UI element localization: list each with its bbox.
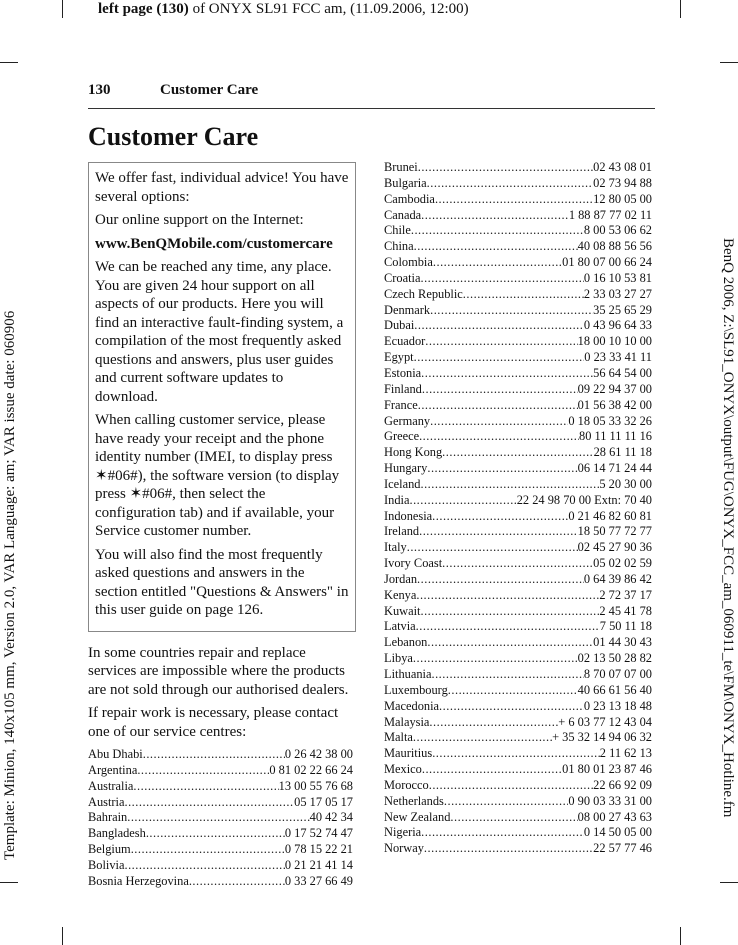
country-name: Mexico: [384, 762, 422, 777]
page-number: 130: [88, 82, 111, 98]
leader-dots: [427, 461, 577, 477]
service-centre-row: [88, 874, 353, 890]
phone-number: 40 42 34: [309, 810, 353, 825]
phone-number: 0 43 96 64 33: [583, 318, 652, 333]
service-centre-row: [384, 477, 652, 493]
country-name: France: [384, 397, 418, 412]
leader-dots: [463, 287, 584, 303]
phone-number: 1 88 87 77 02 11: [568, 207, 652, 222]
service-centre-row: [384, 635, 652, 651]
country-name: Australia: [88, 778, 134, 793]
service-centre-row: [384, 493, 652, 509]
service-centre-row: [384, 588, 652, 604]
info-box: [88, 162, 356, 632]
country-name: Luxembourg: [384, 682, 448, 697]
country-name: Bolivia: [88, 857, 125, 872]
country-name: Belgium: [88, 842, 131, 857]
country-name: Norway: [384, 841, 424, 856]
leader-dots: [133, 779, 278, 795]
body-text: [88, 644, 356, 742]
country-name: Mauritius: [384, 746, 433, 761]
phone-number: 02 73 94 88: [593, 175, 652, 190]
leader-dots: [427, 635, 593, 651]
service-centre-row: [384, 208, 652, 224]
service-centre-row: [384, 366, 652, 382]
leader-dots: [425, 334, 577, 350]
leader-dots: [442, 556, 593, 572]
leader-dots: [421, 366, 593, 382]
phone-number: 2 33 03 27 27: [583, 286, 652, 301]
leader-dots: [433, 255, 562, 271]
service-centre-row: [384, 509, 652, 525]
leader-dots: [421, 208, 569, 224]
phone-number: 02 43 08 01: [593, 160, 652, 174]
country-name: Italy: [384, 540, 407, 555]
leader-dots: [429, 778, 593, 794]
leader-dots: [416, 588, 599, 604]
leader-dots: [430, 414, 568, 430]
service-centre-row: [384, 778, 652, 794]
phone-number: 22 57 77 46: [593, 841, 652, 856]
service-centre-row: [384, 651, 652, 667]
phone-number: 08 00 27 43 63: [577, 809, 652, 824]
service-centre-row: [384, 429, 652, 445]
body-paragraph: If repair work is necessary, please contact one of our service centres:: [88, 705, 339, 740]
phone-number: 0 26 42 38 00: [284, 747, 353, 761]
running-header: Customer Care: [160, 82, 259, 98]
country-name: Abu Dhabi: [88, 747, 143, 761]
phone-number: + 35 32 14 94 06 32: [552, 730, 652, 745]
phone-number: 18 50 77 72 77: [577, 524, 652, 539]
country-name: Ecuador: [384, 334, 426, 349]
service-centre-row: [384, 572, 652, 588]
service-centres-list-right: [384, 160, 652, 857]
leader-dots: [414, 239, 578, 255]
leader-dots: [418, 398, 578, 414]
service-centre-row: [384, 350, 652, 366]
country-name: Denmark: [384, 302, 431, 317]
phone-number: 18 00 10 10 00: [577, 334, 652, 349]
country-name: Greece: [384, 429, 420, 444]
country-name: Cambodia: [384, 191, 435, 206]
print-info-bold: left page (130): [98, 1, 189, 17]
phone-number: 7 50 11 18: [599, 619, 652, 634]
phone-number: 0 64 39 86 42: [583, 571, 652, 586]
country-name: Nigeria: [384, 825, 422, 840]
service-centre-row: [384, 841, 652, 857]
left-column: [88, 162, 356, 890]
crop-mark: [62, 927, 63, 945]
phone-number: 0 18 05 33 32 26: [568, 413, 652, 428]
phone-number: 01 80 01 23 87 46: [562, 762, 652, 777]
service-centre-row: [88, 810, 353, 826]
leader-dots: [124, 858, 284, 874]
phone-number: 0 33 27 66 49: [284, 873, 353, 888]
support-url: www.BenQMobile.com/customercare: [95, 235, 333, 252]
country-name: Egypt: [384, 350, 414, 365]
country-name: China: [384, 239, 414, 254]
country-name: Ivory Coast: [384, 556, 443, 571]
service-centre-row: [384, 715, 652, 731]
phone-number: 0 81 02 22 66 24: [269, 762, 353, 777]
leader-dots: [418, 160, 593, 176]
country-name: Brunei: [384, 160, 418, 174]
service-centre-row: [88, 858, 353, 874]
country-name: Malaysia: [384, 714, 430, 729]
box-paragraph: Our online support on the Internet:: [95, 212, 304, 228]
phone-number: 0 14 50 05 00: [583, 825, 652, 840]
service-centre-row: [384, 461, 652, 477]
leader-dots: [421, 825, 584, 841]
phone-number: 0 16 10 53 81: [583, 270, 652, 285]
country-name: Czech Republic: [384, 286, 463, 301]
country-name: Chile: [384, 223, 411, 238]
phone-number: 0 23 33 41 11: [584, 350, 652, 365]
country-name: Iceland: [384, 476, 421, 491]
phone-number: 40 66 61 56 40: [577, 682, 652, 697]
service-centre-row: [384, 271, 652, 287]
country-name: Morocco: [384, 777, 429, 792]
phone-number: 0 17 52 74 47: [284, 826, 353, 841]
service-centre-row: [384, 382, 652, 398]
country-name: Kenya: [384, 587, 417, 602]
country-name: Malta: [384, 730, 413, 745]
service-centre-row: [384, 318, 652, 334]
phone-number: 35 25 65 29: [593, 302, 652, 317]
country-name: Jordan: [384, 571, 418, 586]
country-name: Germany: [384, 413, 431, 428]
leader-dots: [420, 477, 599, 493]
file-path-text: BenQ 2006, Z:\SL91_ONYX\output\FUG\ONYX_FCC_am_060911_te\FM\ONYX_Hotline.fm: [720, 238, 736, 818]
phone-number: 06 14 71 24 44: [577, 461, 652, 476]
leader-dots: [413, 651, 578, 667]
leader-dots: [432, 746, 600, 762]
country-name: Bosnia Herzegovina: [88, 873, 189, 888]
leader-dots: [424, 841, 593, 857]
service-centre-row: [88, 763, 353, 779]
leader-dots: [429, 715, 558, 731]
service-centre-row: [384, 604, 652, 620]
service-centre-row: [384, 556, 652, 572]
leader-dots: [422, 762, 562, 778]
country-name: Lebanon: [384, 635, 428, 650]
service-centre-row: [384, 176, 652, 192]
service-centres-list-left: [88, 747, 353, 890]
phone-number: 0 21 46 82 60 81: [568, 508, 652, 523]
phone-number: 02 13 50 28 82: [577, 651, 652, 666]
phone-number: 0 78 15 22 21: [284, 842, 353, 857]
country-name: Netherlands: [384, 793, 444, 808]
leader-dots: [189, 874, 285, 890]
phone-number: 28 61 11 18: [593, 445, 652, 460]
phone-number: + 6 03 77 12 43 04: [558, 714, 652, 729]
leader-dots: [435, 192, 593, 208]
phone-number: 80 11 11 11 16: [579, 429, 652, 444]
crop-mark: [680, 927, 681, 945]
leader-dots: [439, 699, 584, 715]
country-name: Dubai: [384, 318, 415, 333]
leader-dots: [431, 667, 583, 683]
country-name: Bulgaria: [384, 175, 427, 190]
country-name: Indonesia: [384, 508, 433, 523]
country-name: Canada: [384, 207, 422, 222]
crop-mark: [720, 882, 738, 883]
leader-dots: [414, 350, 585, 366]
service-centre-row: [384, 619, 652, 635]
phone-number: 05 02 02 59: [593, 556, 652, 571]
leader-dots: [432, 509, 568, 525]
service-centre-row: [384, 287, 652, 303]
header-rule: [88, 108, 655, 109]
phone-number: 01 44 30 43: [593, 635, 652, 650]
phone-number: 22 24 98 70 00 Extn: 70 40: [516, 492, 652, 507]
service-centre-row: [88, 747, 353, 763]
service-centre-row: [88, 779, 353, 795]
phone-number: 56 64 54 00: [593, 365, 652, 380]
leader-dots: [411, 223, 584, 239]
leader-dots: [131, 842, 285, 858]
phone-number: 8 70 07 07 00: [583, 667, 652, 681]
phone-number: 22 66 92 09: [593, 777, 652, 792]
service-centre-row: [384, 699, 652, 715]
phone-number: 2 45 41 78: [599, 603, 652, 618]
country-name: Finland: [384, 381, 422, 396]
country-name: Croatia: [384, 270, 421, 285]
phone-number: 01 56 38 42 00: [577, 397, 652, 412]
country-name: Bahrain: [88, 810, 128, 825]
crop-mark: [62, 0, 63, 18]
leader-dots: [430, 303, 593, 319]
country-name: Lithuania: [384, 667, 432, 681]
country-name: Macedonia: [384, 698, 440, 713]
country-name: Kuwait: [384, 603, 421, 618]
phone-number: 2 11 62 13: [599, 746, 652, 761]
print-info: [98, 1, 469, 18]
leader-dots: [143, 747, 285, 763]
phone-number: 01 80 07 00 66 24: [562, 255, 652, 270]
phone-number: 05 17 05 17: [294, 794, 353, 809]
service-centre-row: [88, 795, 353, 811]
country-name: Hungary: [384, 461, 428, 476]
leader-dots: [442, 445, 593, 461]
service-centre-row: [384, 160, 652, 176]
phone-number: 09 22 94 37 00: [577, 381, 652, 396]
service-centre-row: [88, 842, 353, 858]
phone-number: 0 23 13 18 48: [583, 698, 652, 713]
country-name: Austria: [88, 794, 125, 809]
leader-dots: [137, 763, 269, 779]
country-name: Ireland: [384, 524, 420, 539]
leader-dots: [416, 619, 600, 635]
country-name: Hong Kong: [384, 445, 443, 460]
print-info-rest: of ONYX SL91 FCC am, (11.09.2006, 12:00): [188, 1, 469, 17]
leader-dots: [414, 318, 584, 334]
country-name: India: [384, 492, 410, 507]
box-paragraph: When calling customer service, please have ready your receipt and the phone identity number (IMEI, to display press ✶#06#), the software version (to display press ✶#06#, then select the configuration tab) and if available, your Service customer number.: [95, 412, 340, 539]
phone-number: 0 90 03 33 31 00: [568, 793, 652, 808]
service-centre-row: [384, 524, 652, 540]
country-name: Bangladesh: [88, 826, 146, 841]
phone-number: 40 08 88 56 56: [577, 239, 652, 254]
template-info: [2, 60, 22, 920]
leader-dots: [450, 810, 577, 826]
phone-number: 02 45 27 90 36: [577, 540, 652, 555]
service-centre-row: [384, 667, 652, 683]
body-paragraph: In some countries repair and replace services are impossible where the products are not sold through our authorised dealers.: [88, 644, 349, 698]
service-centre-row: [88, 826, 353, 842]
leader-dots: [422, 382, 578, 398]
service-centre-row: [384, 255, 652, 271]
leader-dots: [427, 176, 593, 192]
phone-number: 13 00 55 76 68: [278, 778, 353, 793]
page-title: Customer Care: [88, 122, 259, 151]
service-centre-row: [384, 445, 652, 461]
leader-dots: [127, 810, 309, 826]
service-centre-row: [384, 762, 652, 778]
service-centre-row: [384, 398, 652, 414]
leader-dots: [146, 826, 285, 842]
phone-number: 2 72 37 17: [599, 587, 652, 602]
service-centre-row: [384, 303, 652, 319]
country-name: Argentina: [88, 762, 138, 777]
leader-dots: [420, 271, 583, 287]
leader-dots: [420, 604, 599, 620]
country-name: Libya: [384, 651, 413, 666]
service-centre-row: [384, 223, 652, 239]
phone-number: 0 21 21 41 14: [284, 857, 353, 872]
service-centre-row: [384, 746, 652, 762]
box-paragraph: We can be reached any time, any place. You are given 24 hour support on all aspects of our products. Here you will find an interactive fault-finding system, a compilation of the most frequently asked questions and answers, plus user guides and current software updates to download.: [95, 259, 344, 405]
service-centre-row: [384, 414, 652, 430]
leader-dots: [124, 795, 294, 811]
service-centre-row: [384, 334, 652, 350]
template-info-text: Template: Minion, 140x105 mm, Version 2.0, VAR Language: am; VAR issue date: 060906: [2, 310, 18, 860]
leader-dots: [409, 493, 516, 509]
phone-number: 12 80 05 00: [593, 191, 652, 206]
crop-mark: [720, 62, 738, 63]
service-centre-row: [384, 730, 652, 746]
service-centre-row: [384, 794, 652, 810]
service-centre-row: [384, 825, 652, 841]
leader-dots: [444, 794, 568, 810]
box-paragraph: You will also find the most frequently asked questions and answers in the section entitled "Questions & Answers" in this user guide on page 126.: [95, 546, 349, 618]
service-centre-row: [384, 192, 652, 208]
leader-dots: [419, 429, 579, 445]
service-centre-row: [384, 683, 652, 699]
country-name: Latvia: [384, 619, 416, 634]
country-name: New Zealand: [384, 809, 451, 824]
country-name: Colombia: [384, 255, 433, 270]
crop-mark: [680, 0, 681, 18]
leader-dots: [419, 524, 578, 540]
service-centre-row: [384, 540, 652, 556]
leader-dots: [413, 730, 552, 746]
leader-dots: [417, 572, 584, 588]
phone-number: 8 00 53 06 62: [583, 223, 652, 238]
leader-dots: [448, 683, 578, 699]
phone-number: 5 20 30 00: [599, 476, 652, 491]
country-name: Estonia: [384, 365, 422, 380]
box-paragraph: We offer fast, individual advice! You have several options:: [95, 170, 349, 205]
service-centre-row: [384, 810, 652, 826]
leader-dots: [407, 540, 578, 556]
service-centre-row: [384, 239, 652, 255]
